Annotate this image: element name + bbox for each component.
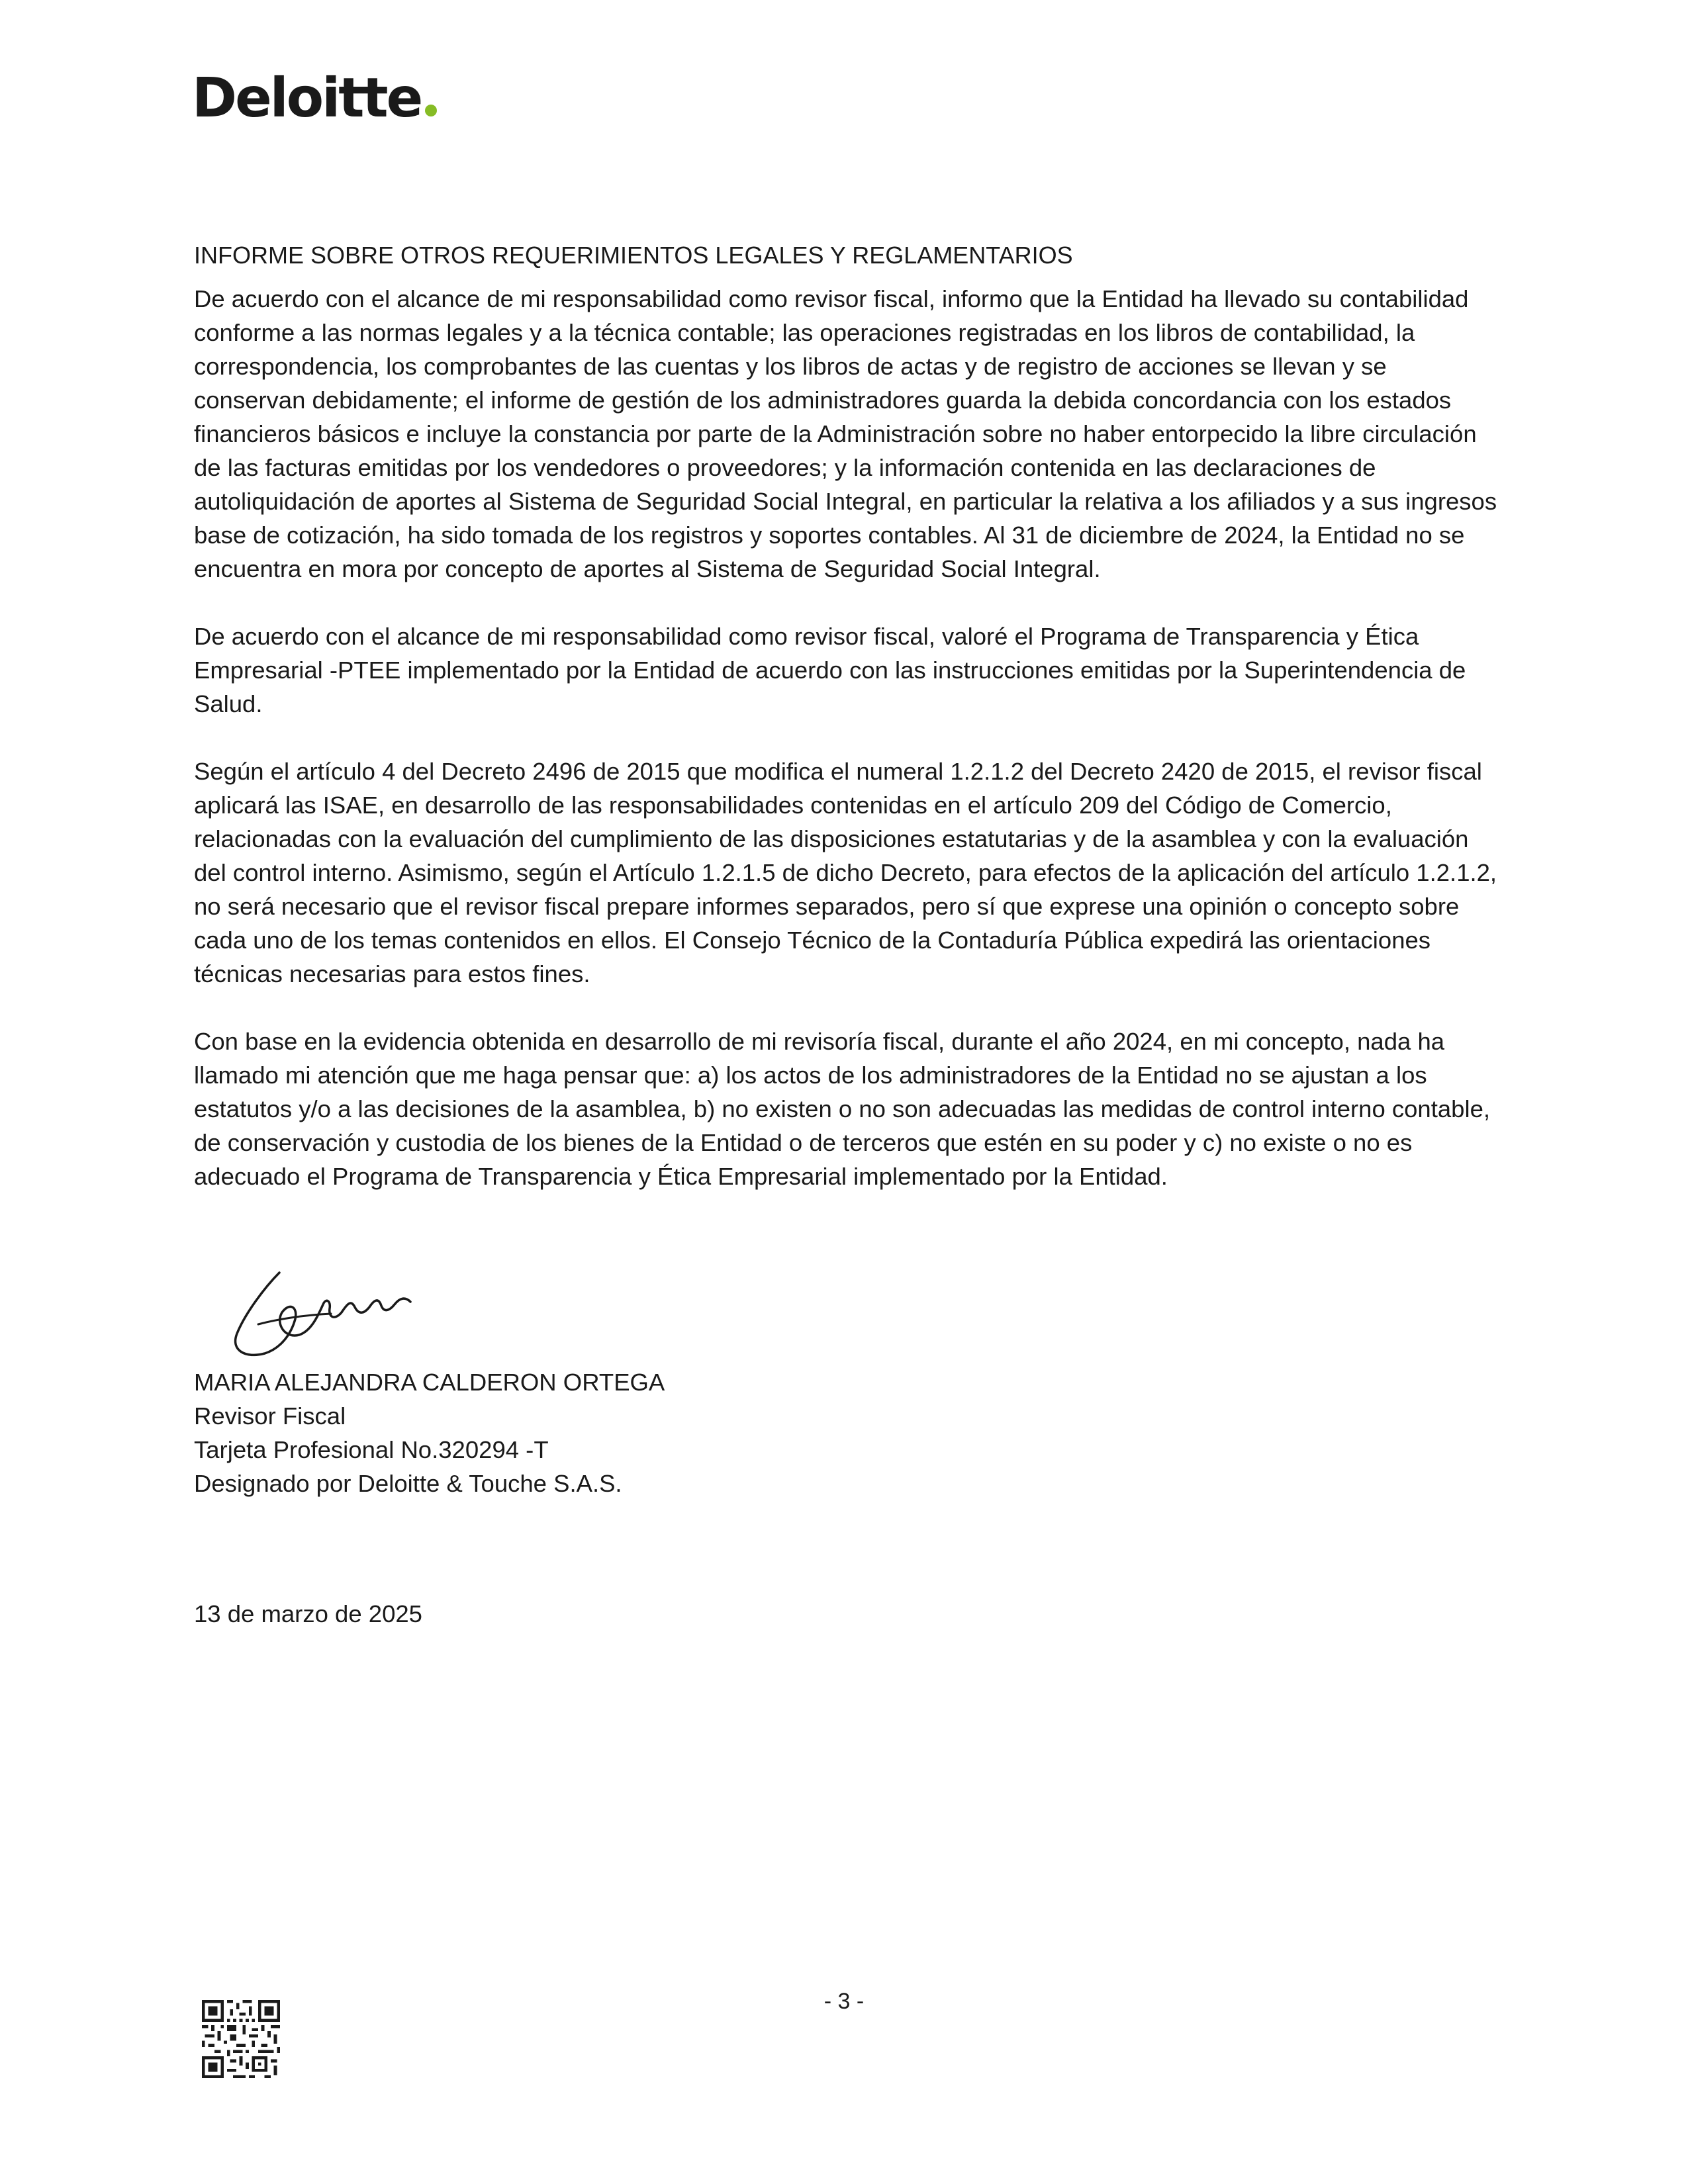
- deloitte-logo: [192, 67, 437, 130]
- signer-role: Revisor Fiscal: [194, 1402, 346, 1430]
- signer-card: Tarjeta Profesional No.320294 -T: [194, 1436, 549, 1463]
- signer-block: [194, 1365, 665, 1500]
- logo-text: Deloitte: [192, 67, 422, 130]
- signer-designated: Designado por Deloitte & Touche S.A.S.: [194, 1470, 622, 1497]
- signer-name: MARIA ALEJANDRA CALDERON ORTEGA: [194, 1369, 665, 1396]
- report-date: 13 de marzo de 2025: [194, 1600, 422, 1627]
- section-title: INFORME SOBRE OTROS REQUERIMIENTOS LEGALES Y REGLAMENTARIOS: [194, 242, 1073, 269]
- paragraph-2: De acuerdo con el alcance de mi responsabilidad como revisor fiscal, valoré el Programa de Transparencia y Ética Empresarial -PTEE implementado por la Entidad de acuerdo con las instrucciones emitidas por la Superintendencia de Salud.: [194, 623, 1466, 717]
- qr-code-icon: [202, 2000, 280, 2078]
- paragraph-3: Según el artículo 4 del Decreto 2496 de 2015 que modifica el numeral 1.2.1.2 del Decreto 2420 de 2015, el revisor fiscal aplicará las ISAE, en desarrollo de las responsabilidades contenidas en el artículo 209 del Código de Comercio, relacionadas con la evaluación del cumplimiento de las disposiciones estatutarias y de la asamblea y con la evaluación del control interno. Asimismo, según el Artículo 1.2.1.5 de dicho Decreto, para efectos de la aplicación del artículo 1.2.1.2, no será necesario que el revisor fiscal prepare informes separados, pero sí que exprese una opinión o concepto sobre cada uno de los temas contenidos en ellos. El Consejo Técnico de la Contaduría Pública expedirá las orientaciones técnicas necesarias para estos fines.: [194, 758, 1497, 987]
- paragraph-4: Con base en la evidencia obtenida en desarrollo de mi revisoría fiscal, durante el año 2024, en mi concepto, nada ha llamado mi atención que me haga pensar que: a) los actos de los administradores de la Entidad no se ajustan a los estatutos y/o a las decisiones de la asamblea, b) no existen o no son adecuadas las medidas de control interno contable, de conservación y custodia de los bienes de la Entidad o de terceros que estén en su poder y c) no existe o no es adecuado el Programa de Transparencia y Ética Empresarial implementado por la Entidad.: [194, 1028, 1491, 1190]
- report-body: [194, 238, 1505, 1227]
- paragraph-1: De acuerdo con el alcance de mi responsabilidad como revisor fiscal, informo que la Entidad ha llevado su contabilidad conforme a las normas legales y a la técnica contable; las operaciones registradas en los libros de contabilidad, la correspondencia, los comprobantes de las cuentas y los libros de actas y de registro de acciones se llevan y se conservan debidamente; el informe de gestión de los administradores guarda la debida concordancia con los estados financieros básicos e incluye la constancia por parte de la Administración sobre no haber entorpecido la libre circulación de las facturas emitidas por los vendedores o proveedores; y la información contenida en las declaraciones de autoliquidación de aportes al Sistema de Seguridad Social Integral, en particular la relativa a los afiliados y a sus ingresos base de cotización, ha sido tomada de los registros y soportes contables. Al 31 de diciembre de 2024, la Entidad no se encuentra en mora por concepto de aportes al Sistema de Seguridad Social Integral.: [194, 285, 1497, 582]
- page-number: - 3 -: [823, 1989, 865, 2014]
- logo-dot: [425, 105, 437, 116]
- handwritten-signature: [218, 1261, 430, 1363]
